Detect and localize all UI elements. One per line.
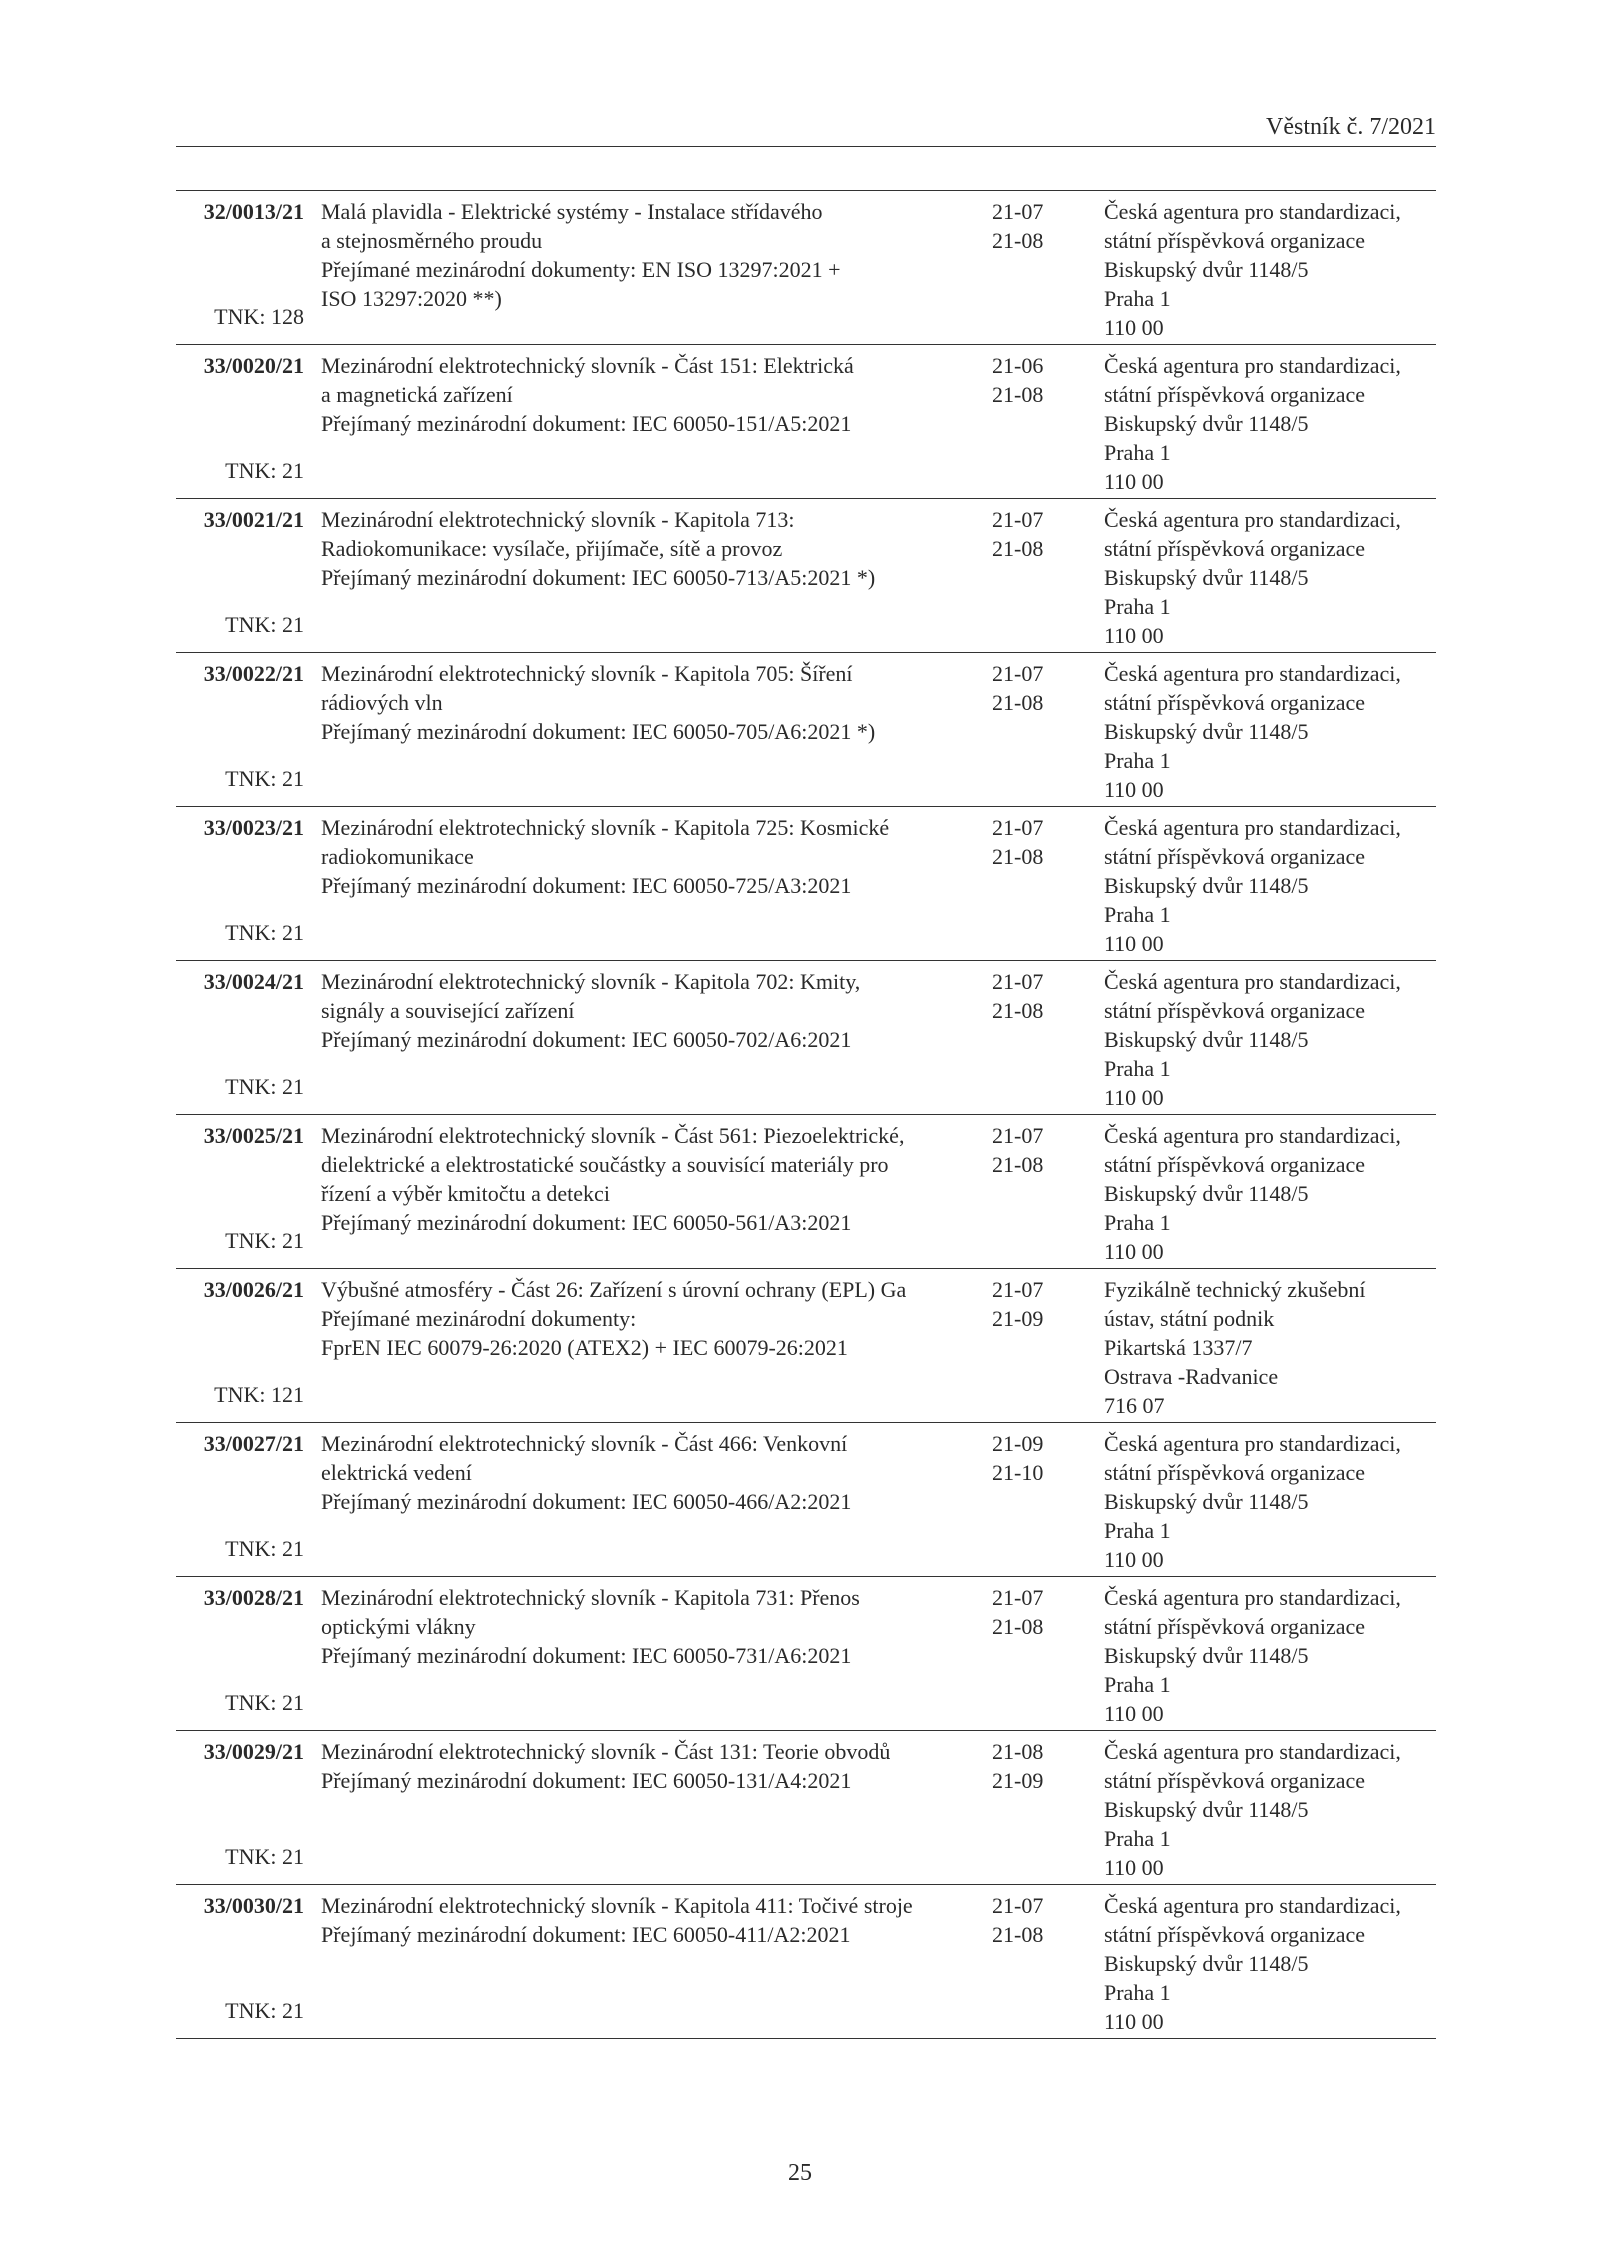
organization-line: Praha 1 (1104, 748, 1171, 773)
organization-line: Česká agentura pro standardizaci, (1104, 507, 1401, 532)
organization-line: 110 00 (1104, 315, 1164, 340)
title-line: Přejímaný mezinárodní dokument: IEC 60050-466/A2:2021 (321, 1489, 852, 1514)
standard-id: 33/0026/21 (203, 1277, 304, 1302)
title-line: Přejímaný mezinárodní dokument: IEC 60050-731/A6:2021 (321, 1643, 852, 1668)
title-line: Přejímaný mezinárodní dokument: IEC 60050-131/A4:2021 (321, 1768, 852, 1793)
id-cell (176, 351, 304, 491)
title-line: dielektrické a elektrostatické součástky a souvisící materiály pro (321, 1152, 889, 1177)
organization-line: Biskupský dvůr 1148/5 (1104, 257, 1309, 282)
tnk-label: TNK: 21 (225, 612, 304, 637)
title-line: optickými vlákny (321, 1614, 476, 1639)
organization-line: Praha 1 (1104, 1056, 1171, 1081)
title-cell (321, 1891, 981, 1949)
date-value: 21-08 (992, 844, 1044, 869)
date-value: 21-07 (992, 1585, 1044, 1610)
date-value: 21-10 (992, 1460, 1044, 1485)
page-header (176, 110, 1436, 147)
organization-cell (1104, 1121, 1436, 1266)
title-cell (321, 813, 981, 900)
id-cell (176, 505, 304, 645)
title-line: Mezinárodní elektrotechnický slovník - Kapitola 411: Točivé stroje (321, 1893, 913, 1918)
organization-line: Česká agentura pro standardizaci, (1104, 1739, 1401, 1764)
page-header-title: Věstník č. 7/2021 (1266, 114, 1436, 140)
tnk-label: TNK: 128 (214, 304, 304, 329)
tnk-label: TNK: 121 (214, 1382, 304, 1407)
dates-cell (992, 659, 1072, 717)
standard-id: 33/0021/21 (203, 507, 304, 532)
organization-line: 110 00 (1104, 1701, 1164, 1726)
table-row (176, 345, 1436, 499)
organization-line: Česká agentura pro standardizaci, (1104, 969, 1401, 994)
title-line: Přejímaný mezinárodní dokument: IEC 60050-725/A3:2021 (321, 873, 852, 898)
organization-line: státní příspěvková organizace (1104, 228, 1366, 253)
title-line: rádiových vln (321, 690, 443, 715)
date-value: 21-08 (992, 228, 1044, 253)
table-row (176, 1423, 1436, 1577)
organization-line: Česká agentura pro standardizaci, (1104, 353, 1401, 378)
date-value: 21-08 (992, 998, 1044, 1023)
organization-line: ústav, státní podnik (1104, 1306, 1275, 1331)
title-line: radiokomunikace (321, 844, 474, 869)
standard-id: 33/0027/21 (203, 1431, 304, 1456)
organization-cell (1104, 1891, 1436, 2036)
organization-line: Praha 1 (1104, 286, 1171, 311)
title-cell (321, 1583, 981, 1670)
dates-cell (992, 1891, 1072, 1949)
organization-line: státní příspěvková organizace (1104, 998, 1366, 1023)
organization-cell (1104, 967, 1436, 1112)
table-row (176, 1115, 1436, 1269)
organization-line: Biskupský dvůr 1148/5 (1104, 1027, 1309, 1052)
dates-cell (992, 505, 1072, 563)
organization-line: Česká agentura pro standardizaci, (1104, 1431, 1401, 1456)
title-cell (321, 505, 981, 592)
dates-cell (992, 813, 1072, 871)
title-line: Přejímaný mezinárodní dokument: IEC 60050-151/A5:2021 (321, 411, 852, 436)
organization-line: Fyzikálně technický zkušební (1104, 1277, 1366, 1302)
table-row (176, 1269, 1436, 1423)
tnk-label: TNK: 21 (225, 458, 304, 483)
date-value: 21-08 (992, 1614, 1044, 1639)
organization-line: Biskupský dvůr 1148/5 (1104, 719, 1309, 744)
tnk-label: TNK: 21 (225, 1536, 304, 1561)
organization-cell (1104, 659, 1436, 804)
id-cell (176, 1429, 304, 1569)
table-row (176, 961, 1436, 1115)
organization-line: Praha 1 (1104, 594, 1171, 619)
dates-cell (992, 197, 1072, 255)
date-value: 21-08 (992, 690, 1044, 715)
organization-line: Praha 1 (1104, 1518, 1171, 1543)
title-line: Mezinárodní elektrotechnický slovník - Kapitola 702: Kmity, (321, 969, 861, 994)
title-line: Mezinárodní elektrotechnický slovník - Část 466: Venkovní (321, 1431, 848, 1456)
date-value: 21-08 (992, 536, 1044, 561)
table-row (176, 499, 1436, 653)
title-cell (321, 351, 981, 438)
organization-line: Česká agentura pro standardizaci, (1104, 1893, 1401, 1918)
organization-line: Pikartská 1337/7 (1104, 1335, 1253, 1360)
organization-line: státní příspěvková organizace (1104, 536, 1366, 561)
table-row (176, 191, 1436, 345)
standard-id: 33/0030/21 (203, 1893, 304, 1918)
title-line: Malá plavidla - Elektrické systémy - Instalace střídavého (321, 199, 823, 224)
title-line: Mezinárodní elektrotechnický slovník - Kapitola 705: Šíření (321, 661, 853, 686)
id-cell (176, 1121, 304, 1261)
organization-line: Biskupský dvůr 1148/5 (1104, 1951, 1309, 1976)
dates-cell (992, 1275, 1072, 1333)
organization-line: Česká agentura pro standardizaci, (1104, 1123, 1401, 1148)
table-row (176, 1885, 1436, 2039)
id-cell (176, 197, 304, 337)
standard-id: 33/0022/21 (203, 661, 304, 686)
organization-line: státní příspěvková organizace (1104, 1768, 1366, 1793)
title-line: Přejímaný mezinárodní dokument: IEC 60050-702/A6:2021 (321, 1027, 852, 1052)
organization-line: státní příspěvková organizace (1104, 1152, 1366, 1177)
tnk-label: TNK: 21 (225, 1228, 304, 1253)
title-line: elektrická vedení (321, 1460, 472, 1485)
title-line: Přejímané mezinárodní dokumenty: EN ISO 13297:2021 + (321, 257, 841, 282)
standard-id: 33/0029/21 (203, 1739, 304, 1764)
table-row (176, 1731, 1436, 1885)
date-value: 21-07 (992, 969, 1044, 994)
organization-line: 110 00 (1104, 1239, 1164, 1264)
title-line: Mezinárodní elektrotechnický slovník - Část 151: Elektrická (321, 353, 854, 378)
date-value: 21-07 (992, 815, 1044, 840)
date-value: 21-07 (992, 1893, 1044, 1918)
title-line: a stejnosměrného proudu (321, 228, 543, 253)
date-value: 21-08 (992, 382, 1044, 407)
tnk-label: TNK: 21 (225, 1074, 304, 1099)
standard-id: 32/0013/21 (203, 199, 304, 224)
page-number: 25 (788, 2160, 812, 2186)
organization-line: 110 00 (1104, 1855, 1164, 1880)
id-cell (176, 967, 304, 1107)
title-cell (321, 659, 981, 746)
organization-line: Biskupský dvůr 1148/5 (1104, 411, 1309, 436)
table-row (176, 1577, 1436, 1731)
organization-line: Česká agentura pro standardizaci, (1104, 199, 1401, 224)
tnk-label: TNK: 21 (225, 766, 304, 791)
date-value: 21-08 (992, 1739, 1044, 1764)
title-cell (321, 1737, 981, 1795)
tnk-label: TNK: 21 (225, 1690, 304, 1715)
date-value: 21-09 (992, 1431, 1044, 1456)
organization-line: Praha 1 (1104, 1826, 1171, 1851)
date-value: 21-07 (992, 199, 1044, 224)
table-row (176, 653, 1436, 807)
organization-line: Praha 1 (1104, 902, 1171, 927)
dates-cell (992, 351, 1072, 409)
title-line: ISO 13297:2020 **) (321, 286, 502, 311)
organization-line: 110 00 (1104, 931, 1164, 956)
organization-line: 110 00 (1104, 2009, 1164, 2034)
date-value: 21-09 (992, 1768, 1044, 1793)
organization-line: Biskupský dvůr 1148/5 (1104, 1643, 1309, 1668)
organization-line: 110 00 (1104, 1085, 1164, 1110)
date-value: 21-09 (992, 1306, 1044, 1331)
organization-line: Praha 1 (1104, 1672, 1171, 1697)
organization-line: státní příspěvková organizace (1104, 844, 1366, 869)
date-value: 21-06 (992, 353, 1044, 378)
organization-cell (1104, 1429, 1436, 1574)
standards-table (176, 190, 1436, 2039)
date-value: 21-07 (992, 1277, 1044, 1302)
organization-line: Biskupský dvůr 1148/5 (1104, 873, 1309, 898)
dates-cell (992, 1737, 1072, 1795)
dates-cell (992, 967, 1072, 1025)
title-line: Radiokomunikace: vysílače, přijímače, sítě a provoz (321, 536, 783, 561)
title-line: Přejímané mezinárodní dokumenty: (321, 1306, 637, 1331)
organization-cell (1104, 505, 1436, 650)
title-cell (321, 197, 981, 313)
organization-line: státní příspěvková organizace (1104, 382, 1366, 407)
organization-line: Biskupský dvůr 1148/5 (1104, 1489, 1309, 1514)
title-line: a magnetická zařízení (321, 382, 513, 407)
title-cell (321, 967, 981, 1054)
title-line: Přejímaný mezinárodní dokument: IEC 60050-561/A3:2021 (321, 1210, 852, 1235)
id-cell (176, 1737, 304, 1877)
organization-cell (1104, 197, 1436, 342)
organization-cell (1104, 813, 1436, 958)
id-cell (176, 813, 304, 953)
title-line: signály a související zařízení (321, 998, 575, 1023)
organization-line: 716 07 (1104, 1393, 1165, 1418)
table-row (176, 807, 1436, 961)
title-line: Mezinárodní elektrotechnický slovník - Kapitola 713: (321, 507, 795, 532)
title-line: Výbušné atmosféry - Část 26: Zařízení s úrovní ochrany (EPL) Ga (321, 1277, 907, 1302)
tnk-label: TNK: 21 (225, 920, 304, 945)
dates-cell (992, 1583, 1072, 1641)
date-value: 21-07 (992, 1123, 1044, 1148)
organization-cell (1104, 1275, 1436, 1420)
title-line: Mezinárodní elektrotechnický slovník - Část 561: Piezoelektrické, (321, 1123, 905, 1148)
title-line: řízení a výběr kmitočtu a detekci (321, 1181, 610, 1206)
tnk-label: TNK: 21 (225, 1844, 304, 1869)
id-cell (176, 1583, 304, 1723)
organization-line: Praha 1 (1104, 1210, 1171, 1235)
organization-line: 110 00 (1104, 777, 1164, 802)
dates-cell (992, 1429, 1072, 1487)
title-cell (321, 1429, 981, 1516)
organization-line: Biskupský dvůr 1148/5 (1104, 565, 1309, 590)
date-value: 21-08 (992, 1152, 1044, 1177)
organization-line: 110 00 (1104, 469, 1164, 494)
dates-cell (992, 1121, 1072, 1179)
organization-line: Česká agentura pro standardizaci, (1104, 815, 1401, 840)
organization-line: Ostrava -Radvanice (1104, 1364, 1279, 1389)
date-value: 21-07 (992, 661, 1044, 686)
id-cell (176, 659, 304, 799)
organization-line: státní příspěvková organizace (1104, 1614, 1366, 1639)
title-line: Přejímaný mezinárodní dokument: IEC 60050-713/A5:2021 *) (321, 565, 876, 590)
organization-line: státní příspěvková organizace (1104, 1460, 1366, 1485)
date-value: 21-08 (992, 1922, 1044, 1947)
organization-line: Česká agentura pro standardizaci, (1104, 661, 1401, 686)
organization-line: Biskupský dvůr 1148/5 (1104, 1181, 1309, 1206)
standard-id: 33/0023/21 (203, 815, 304, 840)
standard-id: 33/0028/21 (203, 1585, 304, 1610)
organization-line: státní příspěvková organizace (1104, 690, 1366, 715)
organization-line: 110 00 (1104, 623, 1164, 648)
title-line: Mezinárodní elektrotechnický slovník - Část 131: Teorie obvodů (321, 1739, 891, 1764)
id-cell (176, 1275, 304, 1415)
organization-line: 110 00 (1104, 1547, 1164, 1572)
organization-cell (1104, 1737, 1436, 1882)
id-cell (176, 1891, 304, 2031)
standard-id: 33/0025/21 (203, 1123, 304, 1148)
title-line: FprEN IEC 60079-26:2020 (ATEX2) + IEC 60079-26:2021 (321, 1335, 848, 1360)
organization-line: Biskupský dvůr 1148/5 (1104, 1797, 1309, 1822)
organization-line: Česká agentura pro standardizaci, (1104, 1585, 1401, 1610)
title-line: Přejímaný mezinárodní dokument: IEC 60050-411/A2:2021 (321, 1922, 851, 1947)
title-line: Mezinárodní elektrotechnický slovník - Kapitola 725: Kosmické (321, 815, 890, 840)
standard-id: 33/0024/21 (203, 969, 304, 994)
organization-line: státní příspěvková organizace (1104, 1922, 1366, 1947)
standard-id: 33/0020/21 (203, 353, 304, 378)
title-cell (321, 1121, 981, 1237)
title-line: Mezinárodní elektrotechnický slovník - Kapitola 731: Přenos (321, 1585, 860, 1610)
date-value: 21-07 (992, 507, 1044, 532)
organization-cell (1104, 351, 1436, 496)
tnk-label: TNK: 21 (225, 1998, 304, 2023)
title-line: Přejímaný mezinárodní dokument: IEC 60050-705/A6:2021 *) (321, 719, 876, 744)
organization-cell (1104, 1583, 1436, 1728)
title-cell (321, 1275, 981, 1362)
organization-line: Praha 1 (1104, 1980, 1171, 2005)
organization-line: Praha 1 (1104, 440, 1171, 465)
